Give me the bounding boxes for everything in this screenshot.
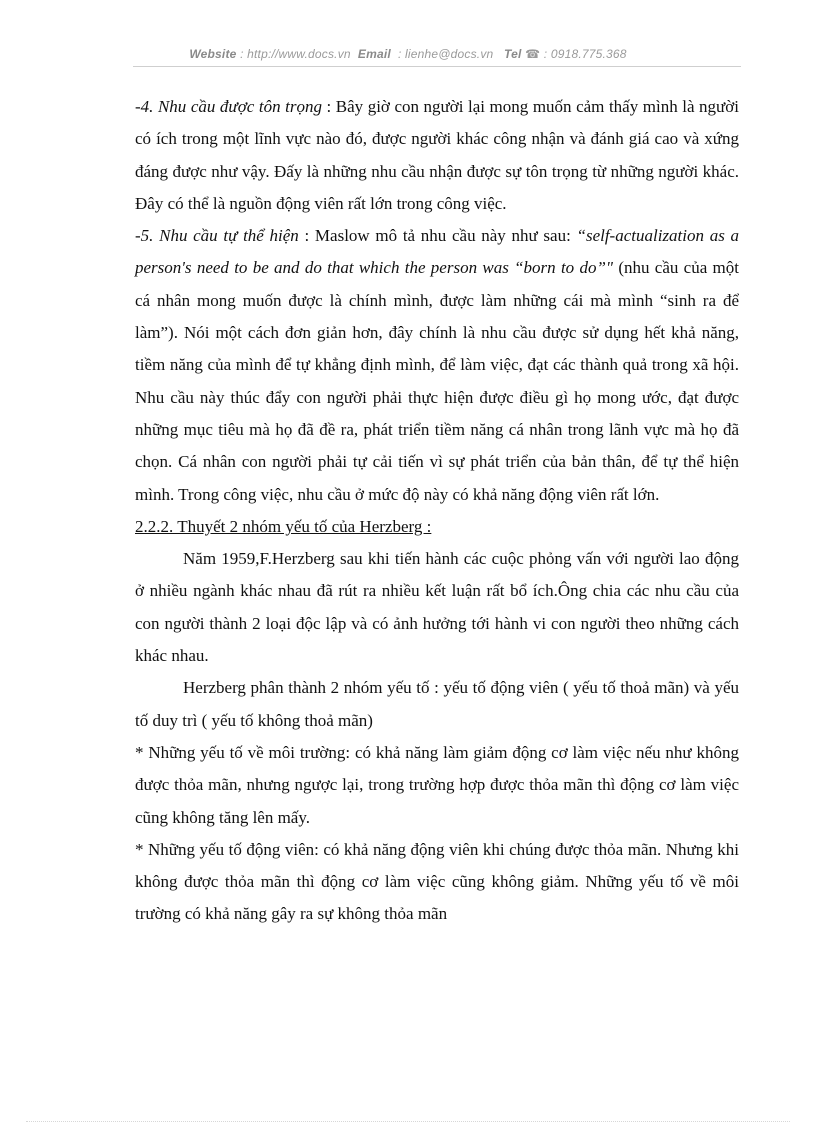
email-separator: : xyxy=(394,47,406,61)
paragraph-environment-factors: * Những yếu tố về môi trường: có khả năng làm giảm động cơ làm việc nếu như không được thỏa mãn, nhưng ngược lại, trong trường hợp được thỏa mãn thì động cơ làm việc cũng không tăng lên mấy. xyxy=(135,742,739,827)
tel-value: 0918.775.368 xyxy=(550,47,627,61)
header-divider xyxy=(133,66,741,67)
page-header xyxy=(0,47,816,61)
section-heading-herzberg: 2.2.2. Thuyết 2 nhóm yếu tố của Herzberg : xyxy=(135,516,432,536)
self-actualization-text: (nhu cầu của một cá nhân mong muốn được là chính mình, được làm những cái mà mình “sinh ra để làm”). Nói một cách đơn giản hơn, đây chính là nhu cầu được sử dụng hết khả năng, tiềm năng của mình để tự khẳng định mình, để làm việc, đạt các thành quả trong xã hội. Nhu cầu này thúc đẩy con người phải thực hiện được điều gì họ mong ước, đạt được những mục tiêu mà họ đã đề ra, phát triển tiềm năng cá nhân trong lãnh vực mà họ đã chọn. Cá nhân con người phải tự cải tiến vì sự phát triển của bản thân, để tự thể hiện mình. Trong công việc, nhu cầu ở mức độ này có khả năng động viên rất lớn. xyxy=(135,258,739,504)
email-label: Email xyxy=(357,47,391,61)
respect-needs-text: : Bây giờ con người lại mong muốn cảm thấy mình là người có ích trong một lĩnh vực nào đó, được người khác công nhận và đánh giá cao và xứng đáng được như vậy. Đấy là những nhu cầu nhận được sự tôn trọng từ những người khác. Đây có thể là nguồn động viên rất lớn trong công việc. xyxy=(135,97,739,213)
tel-label: Tel xyxy=(504,47,522,61)
paragraph-herzberg-groups: Herzberg phân thành 2 nhóm yếu tố : yếu tố động viên ( yếu tố thoả mãn) và yếu tố duy trì ( yếu tố không thoả mãn) xyxy=(135,678,739,730)
footer-divider xyxy=(26,1121,790,1122)
paragraph-respect-needs xyxy=(135,91,739,220)
paragraph-self-actualization xyxy=(135,220,739,511)
self-actualization-quote: “self-actualization as a person's need to be and do that which the person was “born to do”" xyxy=(135,226,740,278)
document-body xyxy=(135,91,739,931)
website-label: Website xyxy=(189,47,237,61)
respect-needs-label: -4. Nhu cầu được tôn trọng xyxy=(135,97,322,116)
self-actualization-label: -5. Nhu cầu tự thể hiện xyxy=(135,226,299,246)
self-actualization-intro: : Maslow mô tả nhu cầu này như sau: xyxy=(298,226,577,246)
phone-icon: ☎ xyxy=(525,47,541,61)
paragraph-herzberg-intro: Năm 1959,F.Herzberg sau khi tiến hành các cuộc phỏng vấn với người lao động ở nhiều ngành khác nhau đã rút ra nhiều kết luận rất bổ ích.Ông chia các nhu cầu của con người thành 2 loại độc lập và có ảnh hưởng tới hành vi con người theo những cách khác nhau. xyxy=(135,549,739,666)
website-url[interactable]: http://www.docs.vn xyxy=(247,47,351,61)
website-separator: : xyxy=(236,47,248,61)
email-value[interactable]: lienhe@docs.vn xyxy=(405,47,494,61)
tel-separator: : xyxy=(540,47,551,61)
paragraph-motivation-factors: * Những yếu tố động viên: có khả năng động viên khi chúng được thỏa mãn. Nhưng khi không được thỏa mãn thì động cơ làm việc cũng không giảm. Những yếu tố về môi trường có khả năng gây ra sự không thỏa mãn xyxy=(135,839,739,924)
